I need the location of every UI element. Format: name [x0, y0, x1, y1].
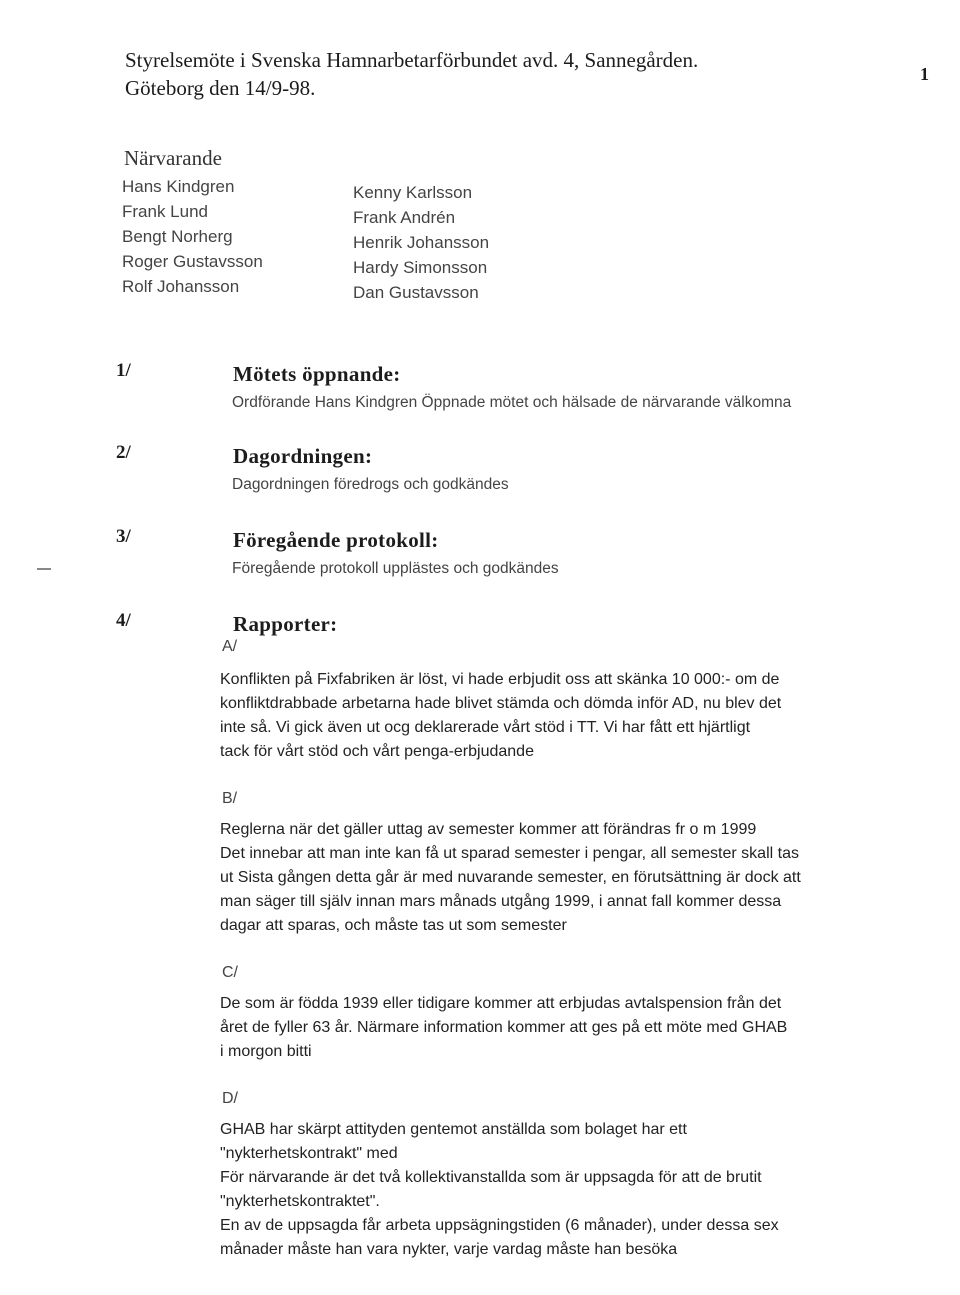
- attendance-right-column: [353, 180, 489, 305]
- report-label: C/: [222, 964, 238, 981]
- section-text: Ordförande Hans Kindgren Öppnade mötet och hälsade de närvarande välkomna: [232, 394, 792, 411]
- section-number: 3/: [116, 526, 131, 547]
- attendee: Roger Gustavsson: [122, 252, 263, 271]
- report-line: GHAB har skärpt attityden gentemot anställda som bolaget har ett: [220, 1121, 687, 1138]
- report-line: man säger till själv innan mars månads utgång 1999, i annat fall kommer dessa: [220, 893, 782, 910]
- meeting-date: Göteborg den 14/9-98.: [125, 76, 316, 100]
- report-line: inte så. Vi gick även ut ocg deklarerade vårt stöd i TT. Vi har fått ett hjärtligt: [220, 719, 751, 736]
- attendee: Bengt Norherg: [122, 227, 233, 246]
- attendee: Frank Lund: [122, 202, 208, 221]
- report-line: året de fyller 63 år. Närmare information kommer att ges på ett möte med GHAB: [220, 1019, 788, 1036]
- attendee: Hardy Simonsson: [353, 258, 488, 277]
- report-line: Reglerna när det gäller uttag av semester kommer att förändras fr o m 1999: [220, 821, 757, 838]
- attendee: Hans Kindgren: [122, 177, 235, 196]
- report-line: dagar att sparas, och måste tas ut som semester: [220, 917, 567, 934]
- section-number: 1/: [116, 360, 131, 381]
- section-title: Rapporter:: [233, 612, 338, 636]
- attendee: Kenny Karlsson: [353, 183, 473, 202]
- attendee: Dan Gustavsson: [353, 283, 479, 302]
- report-label: B/: [222, 790, 238, 807]
- margin-mark: [37, 568, 51, 570]
- report-line: i morgon bitti: [220, 1043, 312, 1060]
- report-line: tack för vårt stöd och vårt penga-erbjudande: [220, 743, 534, 760]
- report-paragraph: [220, 818, 910, 938]
- attendee: Henrik Johansson: [353, 233, 490, 252]
- report-line: "nykterhetskontraktet".: [220, 1193, 380, 1210]
- report-line: ut Sista gången detta går är med nuvarande semester, en förutsättning är dock att: [220, 869, 801, 886]
- section-text: Föregående protokoll upplästes och godkändes: [232, 560, 559, 577]
- attendance-left-column: [122, 174, 263, 299]
- report-paragraph: [220, 992, 910, 1064]
- section-title: Dagordningen:: [233, 444, 373, 468]
- report-label: A/: [222, 638, 238, 655]
- report-line: Det innebar att man inte kan få ut sparad semester i pengar, all semester skall tas: [220, 845, 799, 862]
- page-number: 1: [920, 64, 929, 84]
- report-line: "nykterhetskontrakt" med: [220, 1145, 398, 1162]
- report-paragraph: [220, 668, 910, 764]
- report-line: För närvarande är det två kollektivanstallda som är uppsagda för att de brutit: [220, 1169, 762, 1186]
- report-line: En av de uppsagda får arbeta uppsägningstiden (6 månader), under dessa sex: [220, 1217, 779, 1234]
- section-title: Föregående protokoll:: [233, 528, 439, 552]
- section-number: 4/: [116, 610, 131, 631]
- section-title: Mötets öppnande:: [233, 362, 401, 386]
- attendee: Frank Andrén: [353, 208, 456, 227]
- section-number: 2/: [116, 442, 131, 463]
- report-paragraph: [220, 1118, 910, 1262]
- report-line: Konflikten på Fixfabriken är löst, vi hade erbjudit oss att skänka 10 000:- om de: [220, 671, 780, 688]
- report-line: De som är födda 1939 eller tidigare kommer att erbjudas avtalspension från det: [220, 995, 782, 1012]
- report-line: månader måste han vara nykter, varje vardag måste han besöka: [220, 1241, 678, 1258]
- section-text: Dagordningen föredrogs och godkändes: [232, 476, 509, 493]
- document-title: Styrelsemöte i Svenska Hamnarbetarförbundet avd. 4, Sannegården.: [125, 48, 699, 72]
- attendance-title: Närvarande: [124, 146, 222, 170]
- report-label: D/: [222, 1090, 238, 1107]
- report-line: konfliktdrabbade arbetarna hade blivet stämda och dömda inför AD, nu blev det: [220, 695, 782, 712]
- attendee: Rolf Johansson: [122, 277, 240, 296]
